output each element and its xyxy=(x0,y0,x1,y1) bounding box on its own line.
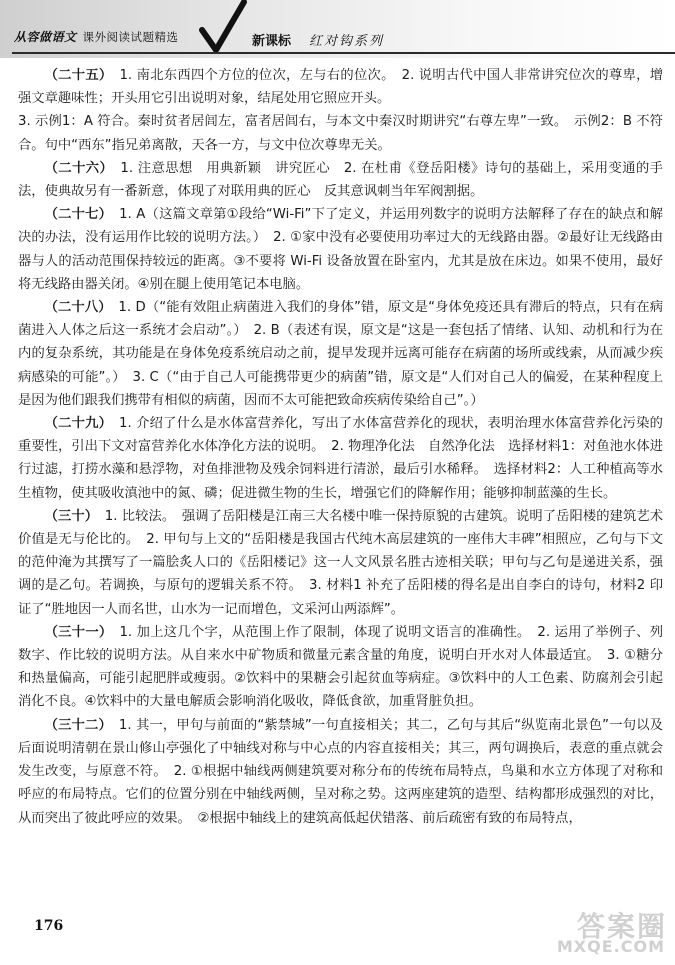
answer-paragraph xyxy=(18,64,663,110)
series-title-left xyxy=(14,28,179,45)
checkmark-icon xyxy=(198,0,248,56)
answer-text-body xyxy=(18,64,663,830)
section-number: （三十一） xyxy=(44,624,106,640)
section-number: （二十九） xyxy=(44,416,106,432)
series-subtitle: 课外阅读试题精选 xyxy=(82,30,179,44)
watermark-text: 答案圈 xyxy=(576,910,667,943)
answer-text: 1. 比较法。 强调了岳阳楼是江南三大名楼中唯一保持原貌的古建筑。说明了岳阳楼的建筑艺术价值是无与伦比的。 2. 甲句与上文的“岳阳楼是我国古代纯木高层建筑的一座伟大丰碑”相照应，乙句与下文的范仲淹为其撰写了一篇脍炙人口的《岳阳楼记》这一人文风景名胜古迹相关联；甲句与乙句是递进关系，强调的是乙句。若调换，与原句的逻辑关系不符。 3. 材料1 补充了岳阳楼的得名是出自李白的诗句，材料2 印证了“胜地因一人而名世，山水为一记而增色，文采河山两添辉”。 xyxy=(18,508,663,617)
section-number: （二十六） xyxy=(44,160,107,176)
page-header xyxy=(0,0,675,58)
answer-paragraph xyxy=(18,412,663,505)
answer-paragraph xyxy=(18,621,663,714)
series-name: 红对钩系列 xyxy=(309,34,385,49)
watermark-url: MXQE.COM xyxy=(556,937,665,956)
curriculum-label: 新课标 xyxy=(252,34,292,49)
section-number: （二十五） xyxy=(44,68,106,83)
answer-paragraph xyxy=(18,296,663,412)
answer-text: 1. A（这篇文章第①段给“Wi-Fi”下了定义，并运用列数字的说明方法解释了存在的缺点和解决的办法，没有运用作比较的说明方法。） 2. ①家中没有必要使用功率过大的无线路由器。②最好让无线路由器与人的活动范围保持较远的距离。③不要将 Wi-Fi 设备放置在卧室内，尤其是放在床边。如果不使用，最好将无线路由器关闭。④别在腿上使用笔记本电脑。 xyxy=(18,207,663,292)
section-number: （三十） xyxy=(44,508,92,524)
answer-text: 1. 介绍了什么是水体富营养化，写出了水体富营养化的现状，表明治理水体富营养化污染的重要性，引出下文对富营养化水体净化方法的说明。 2. 物理净化法 自然净化法 选择材料1：对鱼池水体进行过滤，打捞水藻和悬浮物，对鱼排泄物及残余饲料进行清淤，最后引水稀释。 选择材料2：人工种植高等水生植物，使其吸收滇池中的氮、磷；促进微生物的生长，增强它们的降解作用；能够抑制蓝藻的生长。 xyxy=(18,416,663,501)
answer-text: 1. 南北东西四个方位的位次，左与右的位次。 2. 说明古代中国人非常讲究位次的尊卑，增强文章趣味性；开头用它引出说明对象，结尾处用它照应开头。 xyxy=(18,68,663,107)
answer-text: 1. 加上这几个字，从范围上作了限制，体现了说明文语言的准确性。 2. 运用了举例子、列数字、作比较的说明方法。从自来水中矿物质和微量元素含量的角度，说明白开水对人体最适宜。 3. ①糖分和热量偏高，可能引起肥胖或瘦弱。②饮料中的果糖会引起贫血等病症。③饮料中的人工色素、防腐剂会引起消化不良。④饮料中的大量电解质会影响消化吸收，降低食欲，加重肾脏负担。 xyxy=(18,624,663,710)
section-number: （三十二） xyxy=(44,717,106,733)
series-title-right xyxy=(252,30,384,49)
page-number: 176 xyxy=(34,918,64,934)
series-brand: 从容做语文 xyxy=(14,30,77,44)
answer-paragraph xyxy=(18,157,663,203)
watermark-logo xyxy=(517,905,667,961)
answer-text: 3. 示例1：A 符合。秦时贫者居闾左，富者居闾右，与本文中秦汉时期讲究“右尊左卑”一致。 示例2：B 不符合。句中“西东”指兄弟离散，天各一方，与文中位次尊卑无关。 xyxy=(18,114,663,153)
answer-text: 1. D（“能有效阻止病菌进入我们的身体”错，原文是“身体免疫还具有滞后的特点，只有在病菌进入人体之后这一系统才会启动”。） 2. B（表述有误，原文是“这是一套包括了情绪、认知、动机和行为在内的复杂系统，其功能是在身体免疫系统启动之前，提早发现并远离可能存在病菌的场所或线索，从而减少疾病感染的可能”。） 3. C（“由于自己人可能携带更少的病菌”错，原文是“人们对自己人的偏爱，在某种程度上是因为他们跟我们携带有相似的病菌，因而不太可能把致命疾病传染给自己”。） xyxy=(18,300,663,408)
section-number: （二十八） xyxy=(44,300,106,316)
answer-paragraph xyxy=(18,505,663,621)
header-divider xyxy=(12,52,675,54)
answer-text: 1. 其一，甲句与前面的“紫禁城”一句直接相关；其二，乙句与其后“纵览南北景色”一句以及后面说明清朝在景山修山亭强化了中轴线对称与中心点的内容直接相关；其三，两句调换后，表意的重点就会发生改变，与原意不符。 2. ①根据中轴线两侧建筑要对称分布的传统布局特点，鸟巢和水立方体现了对称和呼应的布局特点。它们的位置分别在中轴线两侧，呈对称之势。这两座建筑的造型、结构都形成强烈的对比，从而突出了彼此呼应的效果。 ②根据中轴线上的建筑高低起伏错落、前后疏密有致的布局特点， xyxy=(18,717,663,826)
answer-paragraph xyxy=(18,714,663,830)
answer-paragraph xyxy=(18,203,663,296)
answer-text: 1. 注意思想 用典新颖 讲究匠心 2. 在杜甫《登岳阳楼》诗句的基础上，采用变通的手法，使典故另有一番新意，体现了对联用典的匠心 反其意讽刺当年军阀割据。 xyxy=(18,160,663,200)
section-number: （二十七） xyxy=(44,207,106,223)
answer-paragraph xyxy=(18,110,663,156)
